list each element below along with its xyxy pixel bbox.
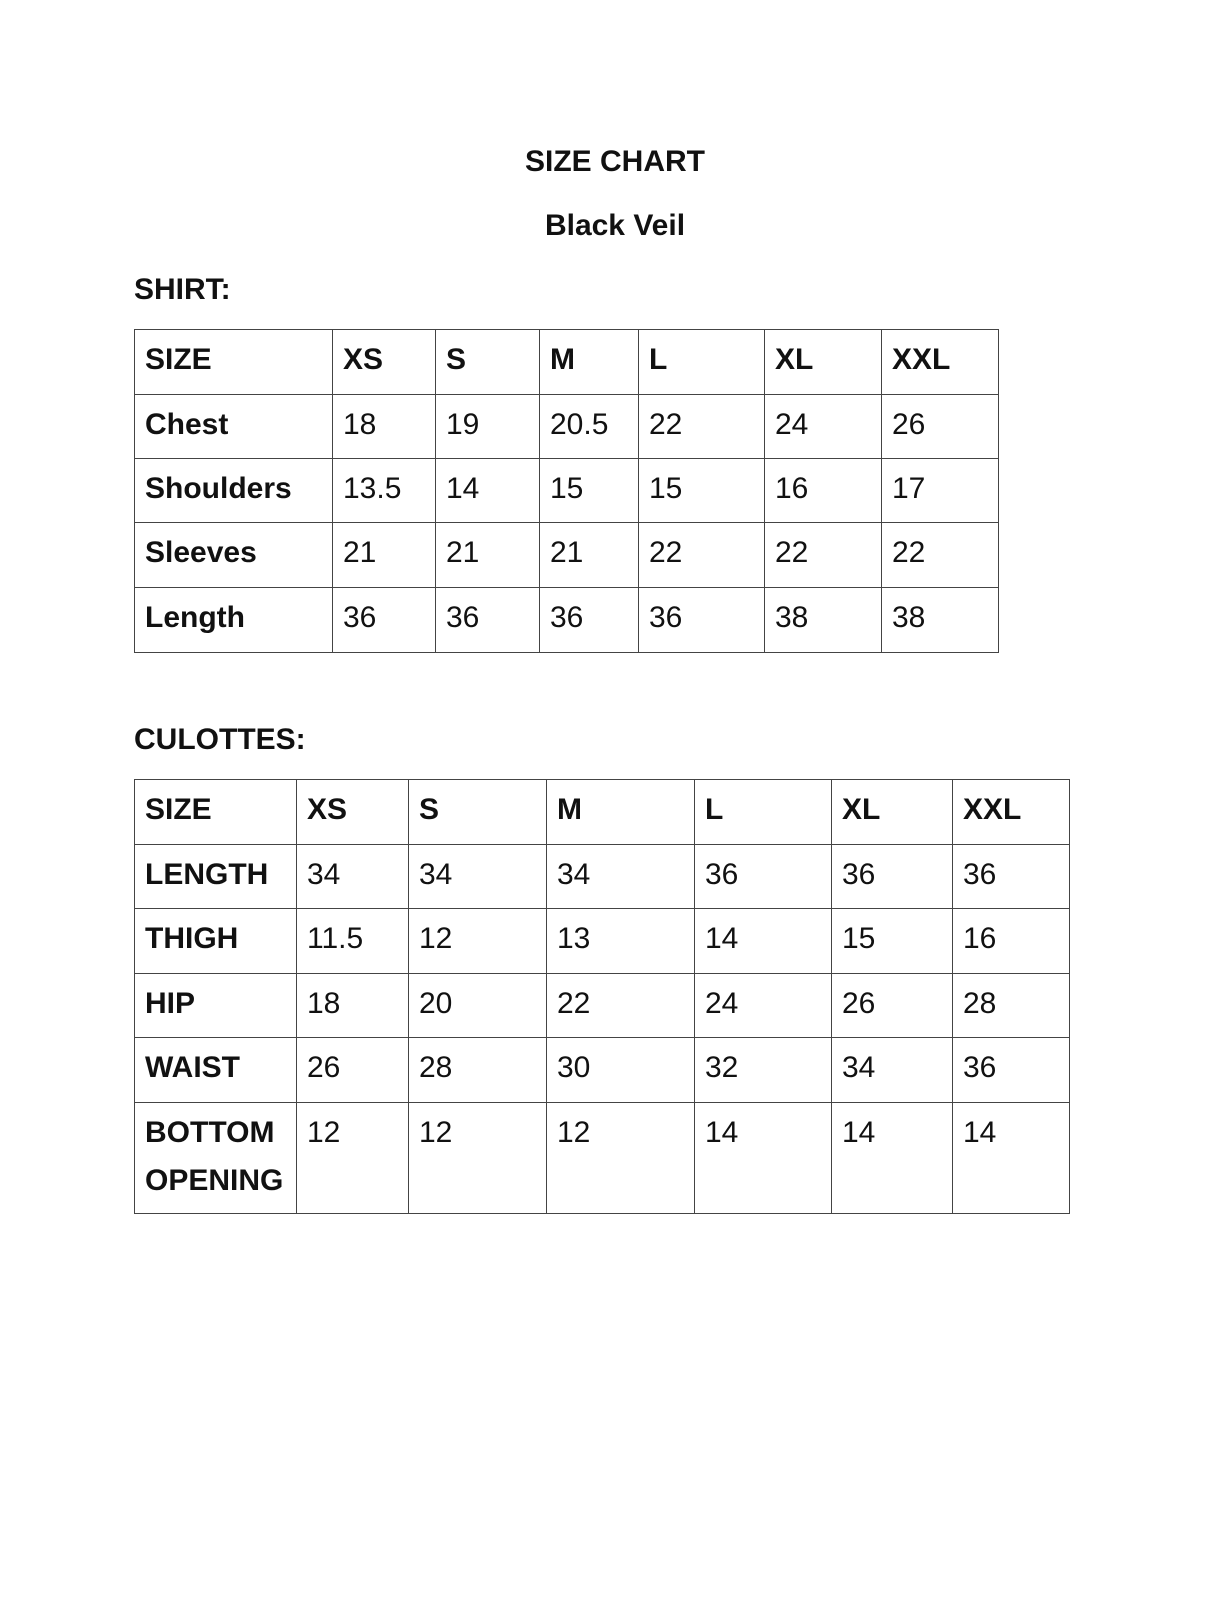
column-header: SIZE	[135, 780, 297, 845]
table-row	[135, 1038, 1070, 1103]
table-cell: 22	[639, 523, 765, 588]
row-label: Shoulders	[135, 459, 333, 523]
culottes-section-label: CULOTTES:	[134, 723, 306, 756]
column-header: XL	[765, 330, 882, 395]
row-label: Chest	[135, 395, 333, 459]
table-cell: 14	[832, 1103, 953, 1214]
row-label: THIGH	[135, 909, 297, 974]
table-cell: 12	[297, 1103, 409, 1214]
shirt-size-table	[134, 329, 999, 653]
table-cell: 17	[882, 459, 999, 523]
table-cell: 22	[547, 974, 695, 1038]
row-label: BOTTOM OPENING	[135, 1103, 297, 1214]
table-cell: 21	[436, 523, 540, 588]
table-cell: 12	[409, 1103, 547, 1214]
table-cell: 14	[695, 909, 832, 974]
table-cell: 24	[765, 395, 882, 459]
table-cell: 36	[639, 588, 765, 653]
table-cell: 14	[953, 1103, 1070, 1214]
table-row	[135, 1103, 1070, 1214]
table-row	[135, 523, 999, 588]
table-row	[135, 588, 999, 653]
table-cell: 38	[765, 588, 882, 653]
row-label: Length	[135, 588, 333, 653]
column-header: XS	[333, 330, 436, 395]
column-header: L	[639, 330, 765, 395]
table-cell: 13.5	[333, 459, 436, 523]
table-cell: 19	[436, 395, 540, 459]
table-cell: 36	[953, 845, 1070, 909]
table-cell: 36	[953, 1038, 1070, 1103]
row-label: Sleeves	[135, 523, 333, 588]
table-cell: 11.5	[297, 909, 409, 974]
row-label: LENGTH	[135, 845, 297, 909]
table-cell: 36	[832, 845, 953, 909]
table-cell: 20	[409, 974, 547, 1038]
row-label: WAIST	[135, 1038, 297, 1103]
column-header: XXL	[882, 330, 999, 395]
table-cell: 22	[765, 523, 882, 588]
table-cell: 14	[695, 1103, 832, 1214]
table-cell: 26	[297, 1038, 409, 1103]
column-header: XXL	[953, 780, 1070, 845]
table-cell: 36	[695, 845, 832, 909]
table-cell: 36	[436, 588, 540, 653]
table-cell: 20.5	[540, 395, 639, 459]
page-title: SIZE CHART	[525, 145, 705, 178]
table-cell: 34	[832, 1038, 953, 1103]
table-cell: 21	[333, 523, 436, 588]
column-header: XL	[832, 780, 953, 845]
table-cell: 14	[436, 459, 540, 523]
table-cell: 16	[953, 909, 1070, 974]
table-cell: 16	[765, 459, 882, 523]
table-cell: 38	[882, 588, 999, 653]
table-row	[135, 974, 1070, 1038]
table-cell: 36	[540, 588, 639, 653]
table-cell: 36	[333, 588, 436, 653]
table-header-row	[135, 330, 999, 395]
page-subtitle: Black Veil	[544, 209, 686, 242]
table-cell: 12	[547, 1103, 695, 1214]
table-cell: 26	[832, 974, 953, 1038]
table-cell: 12	[409, 909, 547, 974]
column-header: SIZE	[135, 330, 333, 395]
table-cell: 34	[297, 845, 409, 909]
table-cell: 21	[540, 523, 639, 588]
table-row	[135, 845, 1070, 909]
column-header: S	[409, 780, 547, 845]
row-label: HIP	[135, 974, 297, 1038]
table-header-row	[135, 780, 1070, 845]
table-cell: 22	[639, 395, 765, 459]
table-cell: 15	[639, 459, 765, 523]
column-header: M	[540, 330, 639, 395]
column-header: M	[547, 780, 695, 845]
table-cell: 26	[882, 395, 999, 459]
table-cell: 32	[695, 1038, 832, 1103]
table-cell: 13	[547, 909, 695, 974]
table-cell: 30	[547, 1038, 695, 1103]
table-cell: 15	[540, 459, 639, 523]
column-header: S	[436, 330, 540, 395]
table-cell: 18	[297, 974, 409, 1038]
column-header: XS	[297, 780, 409, 845]
culottes-size-table	[134, 779, 1070, 1214]
table-cell: 34	[409, 845, 547, 909]
table-cell: 28	[409, 1038, 547, 1103]
table-cell: 15	[832, 909, 953, 974]
table-row	[135, 395, 999, 459]
shirt-section-label: SHIRT:	[134, 273, 231, 306]
table-cell: 22	[882, 523, 999, 588]
table-cell: 28	[953, 974, 1070, 1038]
table-cell: 24	[695, 974, 832, 1038]
column-header: L	[695, 780, 832, 845]
table-cell: 34	[547, 845, 695, 909]
table-row	[135, 459, 999, 523]
table-row	[135, 909, 1070, 974]
table-cell: 18	[333, 395, 436, 459]
